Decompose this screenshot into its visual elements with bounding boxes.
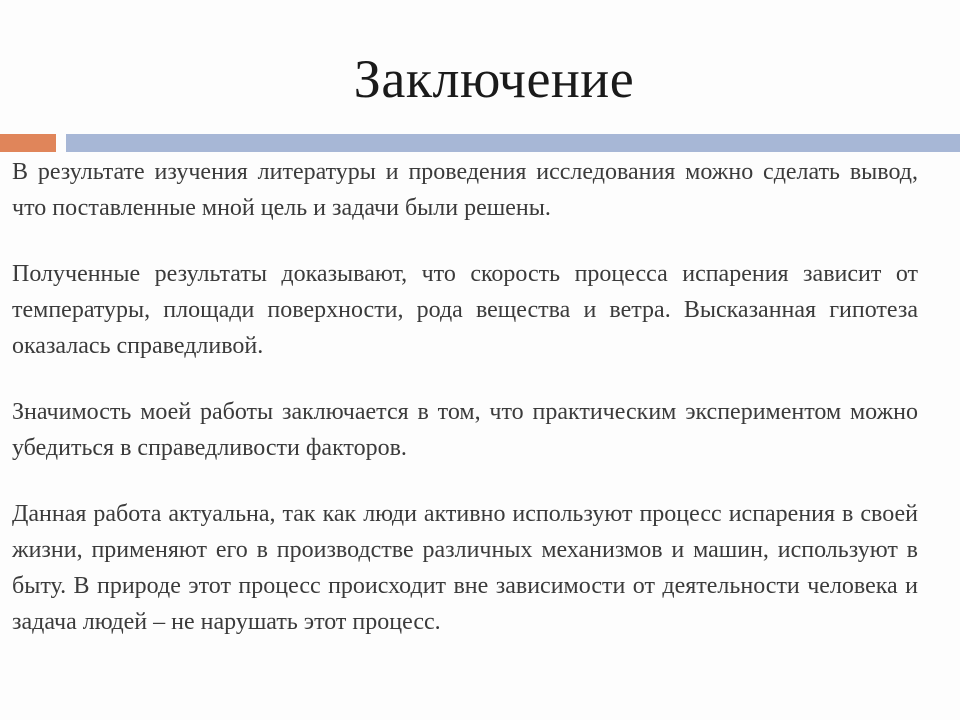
slide-title: Заключение xyxy=(353,49,635,109)
paragraph-relevance: Данная работа актуальна, так как люди активно используют процесс испарения в своей жизни, применяют его в производстве различных механизмов и машин, используют в быту. В природе этот процесс происходит вне зависимости от деятельности человека и задача людей – не нарушать этот процесс. xyxy=(12,501,918,635)
paragraph-conclusion: В результате изучения литературы и проведения исследования можно сделать вывод, что поставленные мной цель и задачи были решены. xyxy=(12,159,918,221)
accent-bar-blue xyxy=(66,134,960,152)
accent-bar-orange xyxy=(0,134,56,152)
paragraph-significance: Значимость моей работы заключается в том, что практическим экспериментом можно убедиться в справедливости факторов. xyxy=(12,399,918,461)
paragraph-results: Полученные результаты доказывают, что скорость процесса испарения зависит от температуры, площади поверхности, рода вещества и ветра. Высказанная гипотеза оказалась справедливой. xyxy=(12,261,918,359)
slide-body xyxy=(12,154,918,640)
